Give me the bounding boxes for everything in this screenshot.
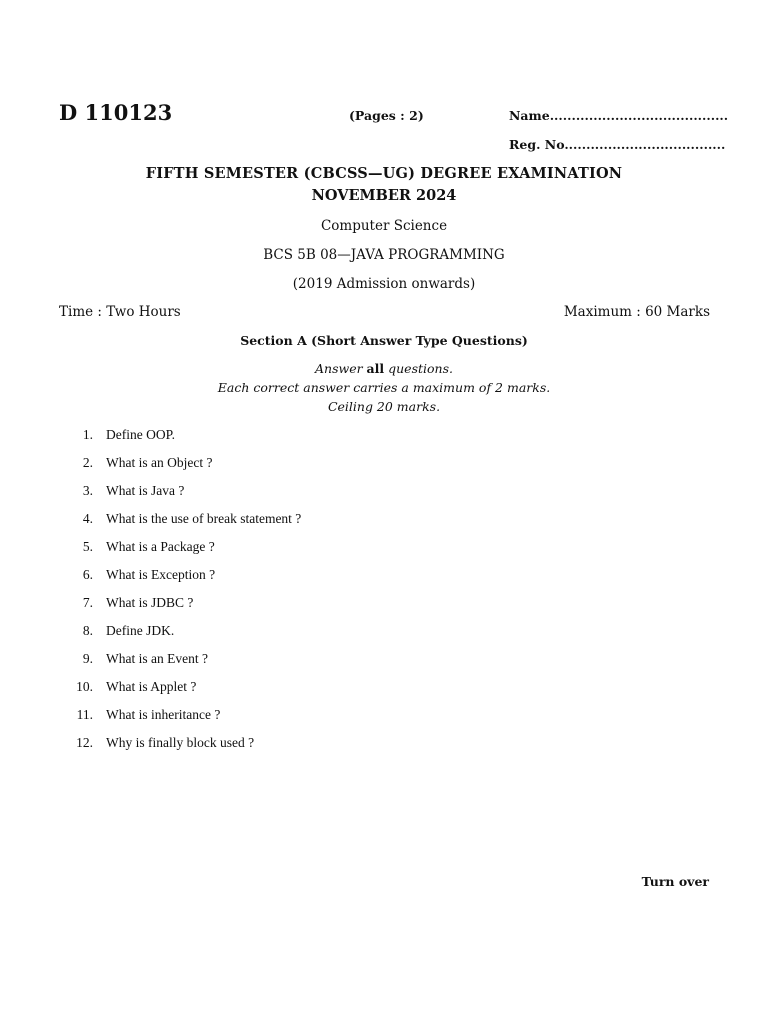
paper-code: D 110123 — [59, 100, 173, 125]
name-field: Name......................................... — [509, 108, 729, 123]
instruction-line-1: Answer all questions. — [315, 361, 453, 376]
question-item — [59, 707, 719, 735]
question-text: Define OOP. — [106, 427, 175, 442]
question-item — [59, 539, 719, 567]
admission-note: (2019 Admission onwards) — [292, 276, 476, 292]
question-number: 9. — [82, 651, 93, 666]
question-text: What is Applet ? — [106, 679, 197, 694]
turn-over: Turn over — [641, 874, 709, 889]
question-number: 7. — [82, 595, 93, 610]
question-number: 8. — [82, 623, 93, 638]
question-number: 5. — [82, 539, 93, 554]
instruction-line-2: Each correct answer carries a maximum of 2 marks. — [217, 380, 551, 395]
question-item — [59, 567, 719, 595]
question-item — [59, 679, 719, 707]
question-number: 4. — [82, 511, 93, 526]
question-item — [59, 595, 719, 623]
question-text: What is an Event ? — [106, 651, 208, 666]
instruction-line-3: Ceiling 20 marks. — [327, 399, 441, 414]
question-item — [59, 623, 719, 651]
question-number: 2. — [82, 455, 93, 470]
question-number: 11. — [76, 707, 93, 722]
question-item — [59, 427, 719, 455]
section-heading: Section A (Short Answer Type Questions) — [240, 333, 528, 348]
maximum-marks: Maximum : 60 Marks — [563, 304, 710, 320]
question-text: What is inheritance ? — [106, 707, 221, 722]
question-number: 10. — [76, 679, 93, 694]
question-number: 12. — [76, 735, 93, 750]
question-item — [59, 651, 719, 679]
page-count: (Pages : 2) — [349, 108, 424, 123]
subject: Computer Science — [320, 218, 448, 234]
exam-title: FIFTH SEMESTER (CBCSS—UG) DEGREE EXAMINATION — [145, 165, 623, 182]
question-text: What is Exception ? — [106, 567, 216, 582]
question-item — [59, 483, 719, 511]
question-text: What is an Object ? — [106, 455, 213, 470]
question-text: What is JDBC ? — [106, 595, 194, 610]
question-text: What is a Package ? — [106, 539, 215, 554]
paper-title: BCS 5B 08—JAVA PROGRAMMING — [263, 247, 505, 263]
question-item — [59, 735, 719, 763]
exam-session: NOVEMBER 2024 — [311, 187, 457, 204]
time-allowed: Time : Two Hours — [59, 304, 181, 320]
question-text: Define JDK. — [106, 623, 175, 638]
reg-no-field: Reg. No..................................... — [509, 137, 726, 152]
question-text: What is Java ? — [106, 483, 185, 498]
question-text: What is the use of break statement ? — [106, 511, 302, 526]
question-text: Why is finally block used ? — [106, 735, 255, 750]
question-number: 3. — [82, 483, 93, 498]
question-list — [59, 427, 719, 763]
question-item — [59, 455, 719, 483]
question-number: 1. — [82, 427, 93, 442]
question-item — [59, 511, 719, 539]
question-number: 6. — [82, 567, 93, 582]
